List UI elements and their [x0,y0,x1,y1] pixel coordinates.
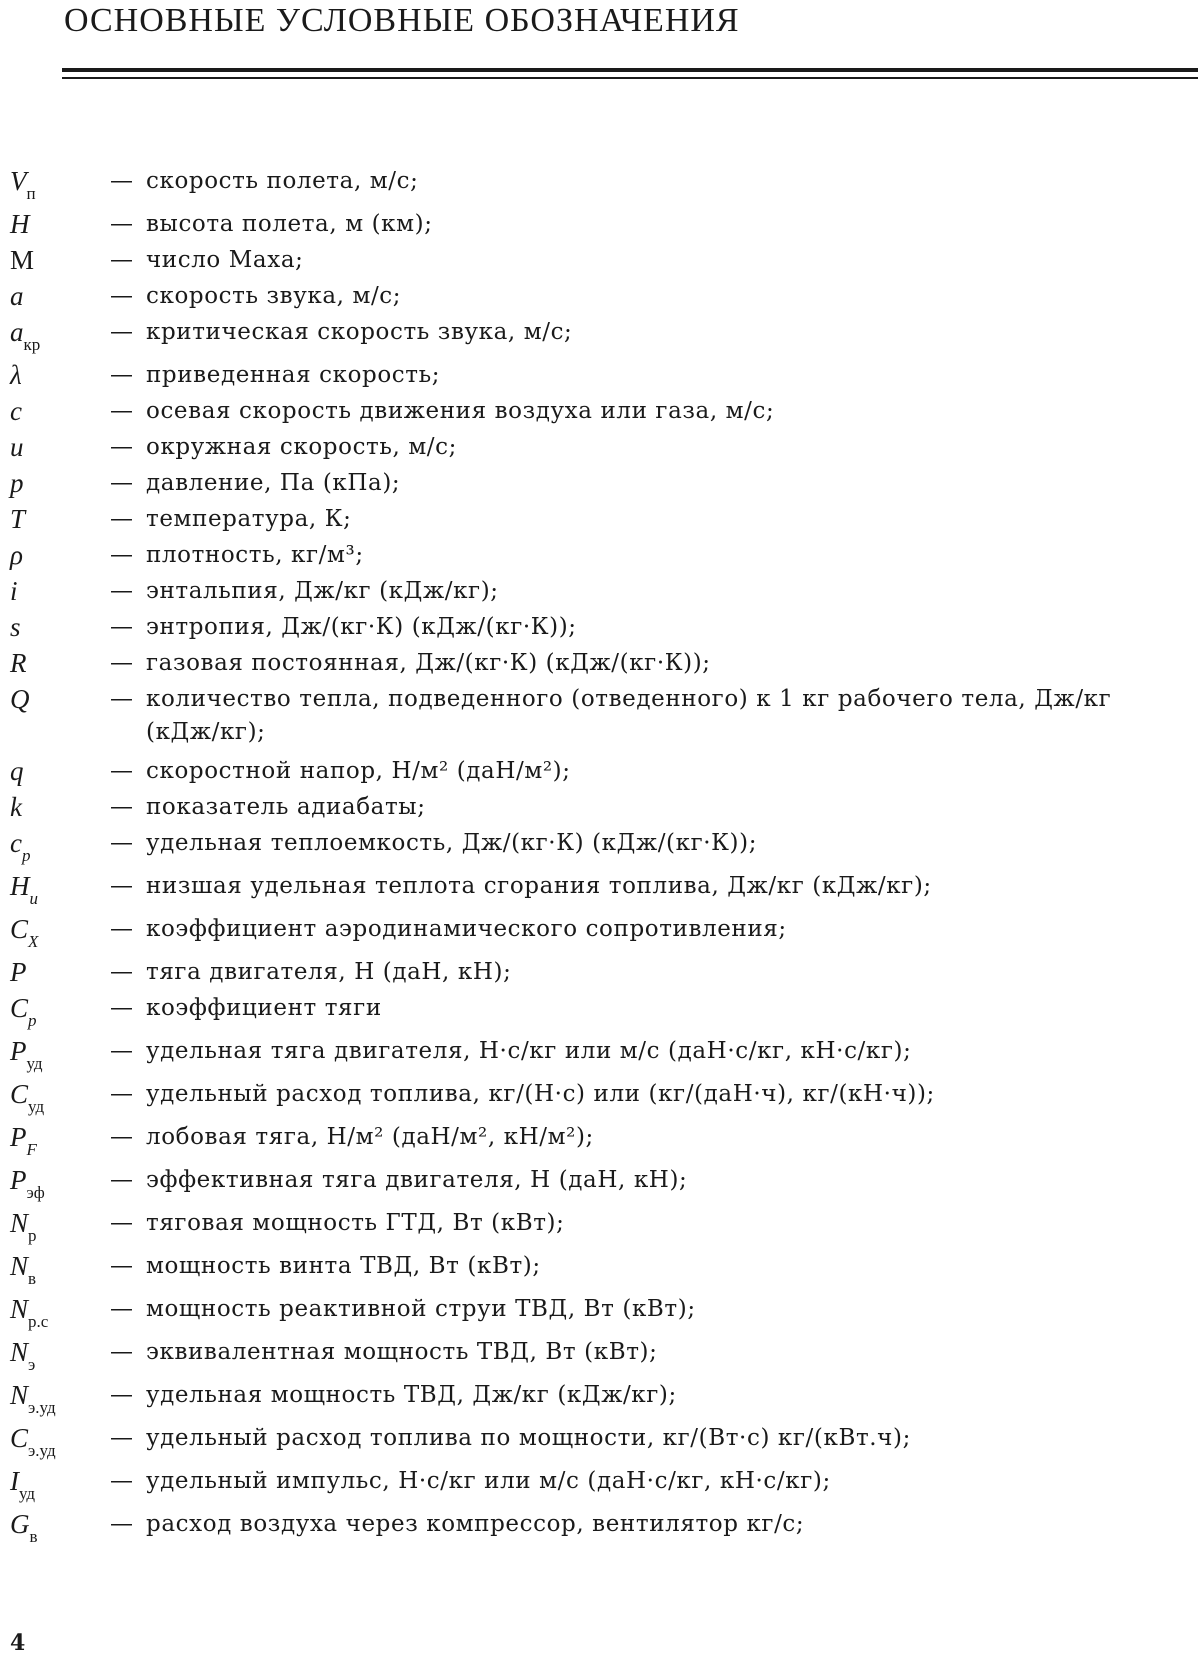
notation-description: приведенная скорость; [146,362,441,388]
notation-symbol [10,1508,110,1546]
notation-symbol [10,316,110,354]
notation-symbol [10,467,110,500]
symbol-base: N [10,1251,29,1281]
notation-row [10,539,1190,575]
notation-description: мощность реактивной струи ТВД, Вт (кВт); [146,1296,696,1322]
notation-description: удельный расход топлива, кг/(Н·с) или (кг/(даН·ч), кг/(кН·ч)); [146,1081,935,1107]
notation-row [10,1035,1190,1078]
notation-dash: — [110,873,133,899]
symbol-base: ρ [10,540,23,570]
notation-dash: — [110,686,133,712]
notation-description: критическая скорость звука, м/с; [146,319,573,345]
symbol-subscript: уд [26,1054,43,1073]
symbol-subscript: р.с [28,1312,49,1331]
notation-description: плотность, кг/м³; [146,542,364,568]
notation-description: газовая постоянная, Дж/(кг·К) (кДж/(кг·К)); [146,650,711,676]
notation-dash: — [110,247,133,273]
symbol-subscript: э.уд [28,1441,56,1460]
page-number: 4 [10,1630,26,1656]
notation-description: тяга двигателя, Н (даН, кН); [146,959,512,985]
notation-symbol [10,1379,110,1417]
notation-description: лобовая тяга, Н/м² (даН/м², кН/м²); [146,1124,594,1150]
symbol-base: N [10,1337,29,1367]
symbol-base: I [10,1466,19,1496]
symbol-base: a [10,317,24,347]
notation-description: расход воздуха через компрессор, вентилятор кг/с; [146,1511,805,1537]
notation-dash: — [110,794,133,820]
notation-dash: — [110,916,133,942]
notation-row [10,1121,1190,1164]
heading-rule-thick [62,68,1198,72]
notation-symbol [10,1422,110,1460]
notation-row [10,359,1190,395]
symbol-base: N [10,1380,29,1410]
notation-dash: — [110,1253,133,1279]
symbol-base: M [10,245,35,275]
notation-symbol [10,1293,110,1331]
notation-row [10,992,1190,1035]
notation-row [10,1250,1190,1293]
notation-dash: — [110,758,133,784]
symbol-subscript: X [28,932,39,951]
symbol-subscript: эф [26,1183,45,1202]
notation-description: мощность винта ТВД, Вт (кВт); [146,1253,541,1279]
symbol-base: a [10,281,24,311]
notation-symbol [10,208,110,241]
symbol-base: Q [10,684,30,714]
notation-dash: — [110,168,133,194]
symbol-base: R [10,648,27,678]
notation-row [10,1336,1190,1379]
notation-dash: — [110,995,133,1021]
notation-row [10,165,1190,208]
notation-symbol [10,359,110,392]
notation-description: эквивалентная мощность ТВД, Вт (кВт); [146,1339,658,1365]
notation-dash: — [110,1296,133,1322]
symbol-base: P [10,1165,27,1195]
notation-row [10,467,1190,503]
notation-row [10,1164,1190,1207]
notation-dash: — [110,470,133,496]
notation-row [10,395,1190,431]
symbol-base: i [10,576,18,606]
notation-description: высота полета, м (км); [146,211,433,237]
notation-dash: — [110,1425,133,1451]
symbol-base: V [10,166,27,196]
notation-dash: — [110,1339,133,1365]
symbol-base: N [10,1294,29,1324]
page-heading: ОСНОВНЫЕ УСЛОВНЫЕ ОБОЗНАЧЕНИЯ [64,2,740,39]
notation-row [10,870,1190,913]
notation-row [10,1465,1190,1508]
notation-description: скоростной напор, Н/м² (даН/м²); [146,758,571,784]
symbol-subscript: э.уд [28,1398,56,1417]
notation-description: тяговая мощность ГТД, Вт (кВт); [146,1210,565,1236]
notation-symbol [10,683,110,716]
symbol-base: C [10,1423,29,1453]
symbol-subscript: в [28,1269,37,1288]
symbol-base: q [10,756,24,786]
notation-row [10,431,1190,467]
symbol-base: c [10,828,22,858]
symbol-base: N [10,1208,29,1238]
notation-dash: — [110,614,133,640]
notation-row [10,611,1190,647]
notation-symbol [10,1250,110,1288]
notation-description: коэффициент тяги [146,995,382,1021]
notation-row [10,1422,1190,1465]
notation-row [10,913,1190,956]
notation-row [10,316,1190,359]
notation-row [10,244,1190,280]
notation-row [10,755,1190,791]
notation-dash: — [110,362,133,388]
notation-description: энтропия, Дж/(кг·К) (кДж/(кг·К)); [146,614,577,640]
notation-description: давление, Па (кПа); [146,470,401,496]
notation-row [10,1293,1190,1336]
notation-row [10,1078,1190,1121]
notation-dash: — [110,1124,133,1150]
symbol-base: p [10,468,24,498]
notation-symbol [10,395,110,428]
notation-symbol [10,870,110,908]
symbol-subscript: уд [28,1097,45,1116]
symbol-base: H [10,871,30,901]
symbol-subscript: p [28,1011,37,1030]
symbol-base: λ [10,360,22,390]
notation-symbol [10,503,110,536]
notation-dash: — [110,1511,133,1537]
notation-symbol [10,431,110,464]
notation-symbol [10,1121,110,1159]
symbol-subscript: кр [23,335,41,354]
notation-description: удельная мощность ТВД, Дж/кг (кДж/кг); [146,1382,677,1408]
symbol-subscript: п [26,184,36,203]
symbol-base: G [10,1509,30,1539]
notation-dash: — [110,283,133,309]
notation-description: число Маха; [146,247,304,273]
notation-dash: — [110,650,133,676]
symbol-base: T [10,504,26,534]
notation-description: показатель адиабаты; [146,794,426,820]
symbol-base: k [10,792,22,822]
notation-description: коэффициент аэродинамического сопротивления; [146,916,787,942]
notation-dash: — [110,830,133,856]
notation-row [10,956,1190,992]
notation-symbol [10,827,110,865]
notation-row [10,503,1190,539]
notation-dash: — [110,578,133,604]
symbol-base: s [10,612,21,642]
notation-symbol [10,280,110,313]
notation-dash: — [110,319,133,345]
notation-description: удельная тяга двигателя, Н·с/кг или м/с (даН·с/кг, кН·с/кг); [146,1038,912,1064]
notation-symbol [10,956,110,989]
heading-rule-thin [62,77,1198,79]
notation-row [10,1379,1190,1422]
notation-description: температура, К; [146,506,352,532]
symbol-subscript: u [29,889,38,908]
notation-description: скорость звука, м/с; [146,283,402,309]
notation-dash: — [110,1210,133,1236]
notation-description: энтальпия, Дж/кг (кДж/кг); [146,578,499,604]
symbol-base: u [10,432,24,462]
notation-symbol [10,1465,110,1503]
symbol-subscript: p [21,846,31,865]
notation-row [10,208,1190,244]
notation-dash: — [110,434,133,460]
symbol-base: P [10,957,27,987]
notation-symbol [10,992,110,1030]
notation-symbol [10,575,110,608]
notation-dash: — [110,1081,133,1107]
notation-symbol [10,1035,110,1073]
notation-dash: — [110,1167,133,1193]
notation-description: эффективная тяга двигателя, Н (даН, кН); [146,1167,688,1193]
notation-row [10,280,1190,316]
notation-dash: — [110,506,133,532]
notation-symbol [10,647,110,680]
notation-symbol [10,1078,110,1116]
notation-list [10,165,1190,1551]
notation-row [10,1508,1190,1551]
symbol-subscript: э [28,1355,36,1374]
notation-dash: — [110,542,133,568]
notation-symbol [10,539,110,572]
symbol-base: P [10,1036,27,1066]
notation-dash: — [110,398,133,424]
notation-description: низшая удельная теплота сгорания топлива, Дж/кг (кДж/кг); [146,873,932,899]
notation-row [10,647,1190,683]
notation-description: осевая скорость движения воздуха или газа, м/с; [146,398,775,424]
notation-symbol [10,1207,110,1245]
notation-symbol [10,755,110,788]
notation-description: количество тепла, подведенного (отведенного) к 1 кг рабочего тела, Дж/кг (кДж/кг); [146,686,1112,745]
symbol-subscript: F [26,1140,37,1159]
notation-description: удельная теплоемкость, Дж/(кг·К) (кДж/(кг·К)); [146,830,758,856]
symbol-base: C [10,993,29,1023]
symbol-base: H [10,209,30,239]
notation-row [10,1207,1190,1250]
notation-symbol [10,1336,110,1374]
notation-dash: — [110,1382,133,1408]
symbol-subscript: р [28,1226,37,1245]
notation-description: удельный расход топлива по мощности, кг/(Вт·с) кг/(кВт.ч); [146,1425,911,1451]
symbol-base: C [10,914,29,944]
symbol-subscript: уд [19,1484,36,1503]
notation-description: скорость полета, м/с; [146,168,419,194]
notation-row [10,575,1190,611]
notation-dash: — [110,959,133,985]
notation-symbol [10,913,110,951]
notation-dash: — [110,211,133,237]
notation-row [10,827,1190,870]
notation-symbol [10,1164,110,1202]
symbol-base: C [10,1079,29,1109]
notation-symbol [10,244,110,277]
symbol-subscript: в [29,1527,38,1546]
symbol-base: P [10,1122,27,1152]
notation-description: окружная скорость, м/с; [146,434,457,460]
notation-dash: — [110,1468,133,1494]
notation-description: удельный импульс, Н·с/кг или м/с (даН·с/кг, кН·с/кг); [146,1468,831,1494]
notation-symbol [10,791,110,824]
notation-row [10,683,1190,755]
notation-dash: — [110,1038,133,1064]
symbol-base: c [10,396,22,426]
notation-symbol [10,165,110,203]
notation-row [10,791,1190,827]
notation-symbol [10,611,110,644]
